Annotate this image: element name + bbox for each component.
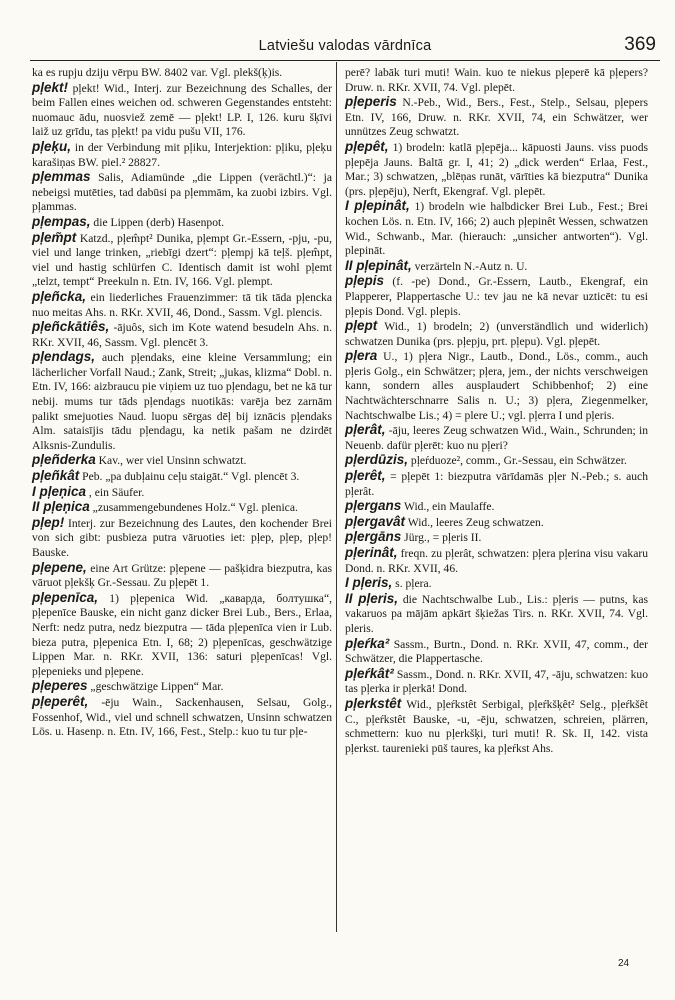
entry-text: „zusammengebundenes Holz.“ Vgl. plenica. [89,501,298,515]
headword: pļerêt, [345,468,386,484]
entry-text: 1) pļepenica Wid. „кавардa, болтушка“, pļepenīce Bauske, ein nicht ganz dicker Brei Lub., Bers., Erlaa, Nerft: nedz putra, nedz biezputra — tāda pļepenīca vien ir Lub. bieza putra, pļepenica Etn. I, 68; 2) pļepenīcas, geschwätzige Lippen Mar. n. RKr. XVII, 136: saturi pļepenīcas! Vgl. pļepenieks und pļepene. [32,591,332,678]
printer-signature: 24 [618,958,630,969]
dictionary-entry [32,591,332,680]
header-rule [30,60,660,61]
page-number: 369 [624,34,656,55]
dictionary-entry [345,453,648,469]
headword: II pļepinât, [345,257,412,273]
headword: pļergavât [345,513,406,529]
entry-text: Sassm., Dond. n. RKr. XVII, 47, -āju, schwatzen: kuo tas pļerka ir pļerkā! Dond. [345,667,648,696]
dictionary-entry [345,95,648,140]
headword: pļeñderka [32,452,96,468]
dictionary-entry [32,500,332,516]
headword: pļeñckātiês, [32,319,110,335]
headword: pļeŕkât² [345,665,394,681]
headword: II pļeris, [345,590,398,606]
dictionary-entry [345,274,648,319]
headword: pļergāns [345,529,402,545]
dictionary-entry [32,485,332,501]
entry-text: ka es rupju dziju vērpu BW. 8402 var. Vgl. plekš(ķ)is. [32,66,283,79]
headword: pļeperêt, [32,693,89,709]
headword: pļerinât, [345,545,398,560]
headword: pļepis [345,273,385,289]
entry-text: Sassm., Burtn., Dond. n. RKr. XVII, 47, comm., der Schwätzer, die Plappertasche. [345,637,648,666]
entry-text: (f. -pe) Dond., Gr.-Essern, Lautb., Ekengraf, ein Plapperer, Plappertasche U.: tev jau ne kā nevar uzticēt: tu esi pļepis Dond. Vgl. plepis. [345,275,648,318]
dictionary-entry [345,637,648,667]
dictionary-entry [32,453,332,469]
entry-text: = pļepēt 1: biezputra vārīdamās pļer N.-Peb.; s. auch pļerât. [345,470,648,498]
dictionary-entry [345,667,648,697]
entry-text: perē? labāk turi muti! Wain. kuo te niekus pļeperē kā pļepers? Druw. n. RKr. XVII, 74. Vgl. plepēt. [345,66,648,94]
dictionary-entry [32,170,332,215]
dictionary-entry [345,349,648,423]
headword: pļeñkât [32,468,80,484]
headword: pļera [345,348,378,364]
entry-text: pļekt! Wid., Interj. zur Bezeichnung des Schalles, der beim Fallen eines weichen od. schweren Gegenstandes entsteht: nuomauc ādu, nuosviež zemē — pļekt! LP. I, 126. kuru šķīvi laiž uz grīdu, tas pļekt! pa vidu pušu VII, 176. [32,81,332,139]
dictionary-entry [32,215,332,231]
entry-text: 1) brodeln: katlā pļepēja... kāpuosti Jauns. viss puods pļepēja Jauns. Baltā gr. I, 41; 2) „dick werden“ Erlaa, Fest., Mar.; 3) schwatzen, „blēņas runāt, vārīties kā biezputra“ Dunika (prs. pļepēju), Nerft, Ekengraf. Vgl. plepēt. [345,140,648,198]
headword: pļempas, [32,213,91,229]
dictionary-entry [32,679,332,695]
headword: pļergans [345,498,402,514]
entry-text: freqn. zu pļerât, schwatzen: pļera pļerina visu vakaru Dond. n. RKr. XVII, 46. [345,547,648,575]
dictionary-entry [32,290,332,320]
entry-text: -ājuôs, sich im Kote watend besudeln Ahs. n. RKr. XVII, 46, Sassm. Vgl. plencēt 3. [32,321,332,349]
dictionary-entry [345,140,648,199]
headword: pļem̃pt [32,229,77,245]
entry-text: Wid., pļeŕkstêt Serbigal, pļeŕkšķêt² Selg., pļeŕkšêt C., pļeŕkstêt Bauske, -u, -ēju, schwatzen, schreien, plärren, schmettern: kuo nu pļerkšķi, turi muti! R. Sk. II, 142. vista pļerkst. taurenieki pūš taures, ka pļeŕkst Ahs. [345,697,648,755]
headword: pļeperes [32,678,88,694]
entry-text: Wid., ein Maulaffe. [401,500,495,514]
dictionary-entry [345,469,648,499]
entry-text: -ēju Wain., Sackenhausen, Selsau, Golg., Fossenhof, Wid., viel und schnell schwatzen, Unsinn schwatzen Lös. u. Hasenp. n. Etn. IV, 166, Fest., Stelp.: kuo tu tur pļe- [32,695,332,739]
entry-text: die Lippen (derb) Hasenpot. [90,215,225,229]
dictionary-entry [32,350,332,453]
entry-text: 1) brodeln wie halbdicker Brei Lub., Fest.; Brei kochen Lös. n. Etn. IV, 166; 2) auch pļepinêt Wessen, schwatzen Wid., Schwanb., Mar. (hierauch: „unsicher antworten“). Vgl. plepināt. [345,200,648,258]
dictionary-entry [32,516,332,561]
entry-text: Wid., leeres Zeug schwatzen. [405,515,544,529]
dictionary-entry [345,592,648,637]
left-column [32,66,332,740]
dictionary-entry [345,259,648,275]
dictionary-entry [345,546,648,576]
headword: I pļeris, [345,575,393,591]
headword: pļep! [32,514,65,530]
entry-text: -āju, leeres Zeug schwatzen Wid., Wain., Schrunden; in Neuenb. dafür pļerēt: kuo nu pļeri? [345,424,648,452]
entry-text: Peb. „pa dubļainu ceļu staigāt.“ Vgl. plencēt 3. [79,470,300,484]
dictionary-entry [32,320,332,350]
dictionary-entry [345,499,648,515]
headword: pļeñcka, [32,288,87,304]
running-title: Latviešu valodas vārdnīca [258,38,432,54]
headword: pļerkstêt [345,695,402,711]
entry-text: Katzd., pļem̂pt² Dunika, pļempt Gr.-Essern, -pju, -pu, viel und langе trinken, „riebīgi dzert“: pļempj kā teļš. pļem̂pt, viel und hastig schlürfen C. Identisch damit ist wohl pļemt „telzt, tempt“ Preekuln n. Etn. IV, 166. Vgl. plempt. [32,231,332,289]
entry-text: Wid., 1) brodeln; 2) (unverständlich und widerlich) schwatzen Dunika (prs. pļepju, prt. pļepu). Vgl. pļepēt. [345,320,648,348]
entry-text: „geschwätzige Lippen“ Mar. [87,680,224,694]
entry-text: ein liederliches Frauenzimmer: tā tik tāda pļencka nuo meitas Ahs. n. RKr. XVII, 46, Dond., Sassm. Vgl. plencis. [32,290,332,319]
entry-text: U., 1) pļera Nigr., Lautb., Dond., Lös., comm., auch pļeris Golg., ein Schwätzer; pļera, jem., der nichts verschweigen kann, sondern alles ausplaudert Schibbenhof; 2) eine Nachtwächterschnarre Salis n. U.; 3) pļera, Ziegenmelker, Nachtschwalbe Lis.; 4) = plere U.; vgl. pļerra I und pļeris. [345,350,648,422]
headword: pļepenīca, [32,589,99,605]
headword: pļeperis [345,94,397,110]
headword: pļekt! [32,79,69,95]
column-divider [336,62,337,932]
dictionary-entry [345,576,648,592]
entry-text: Interj. zur Bezeichnung des Lautes, den kochender Brei von sich gibt: pusbieza putra vāruoties iet: pļep, pļep, pļep! Bauske. [32,516,332,559]
dictionary-entry [345,423,648,453]
headword: pļerdūzis, [345,452,409,468]
entry-text: s. pļera. [392,577,432,591]
entry-text: in der Verbindung mit pļiku, Interjektion: pļiku, pļeķu karašiņas BW. piel.² 28827. [32,140,332,169]
headword: pļeŕka² [345,635,390,651]
dictionary-entry [32,140,332,170]
entry-text: pļeŕduoze², comm., Gr.-Sessau, ein Schwätzer. [408,454,627,468]
entry-text: die Nachtschwalbe Lub., Lis.: pļeris — putns, kas vakaruos pa mājām apkārt šķiežas Tirs. n. RKr. XVII, 74. Vgl. pleris. [345,592,649,635]
headword: I pļepinât, [345,198,410,214]
headword: pļeķu, [32,138,72,154]
dictionary-entry [345,319,648,349]
page-header [30,32,660,60]
entry-text: N.-Peb., Wid., Bers., Fest., Stelp., Selsau, pļepers Etn. IV, 166, Druw. n. RKr. XVII, 74, ein Schwätzer, wer unnützes Zeug schwatzt. [345,96,648,139]
entry-text: auch pļendaks, eine kleine Versammlung; ein lächerlicher Vorfall Naud.; Zank, Streit; „jukas, klizma“ Dobl. n. Etn. IV, 166: aizbraucu pie viņiem uz tuo pļendagu, bet ne kā tur nebij. mums tur tāds pļendags nuotikās: varēja bez zarnām palikt smejuoties Naud. luopu sērgas dēļ bij iznācis pļendaks Alm. sataisījis tādu pļendagu, ka netik pašam ne dzirdēt Alksnis-Zundulis. [32,351,332,452]
dictionary-entry [345,530,648,546]
entry-text: verzärteln N.-Autz n. U. [411,259,528,273]
dictionary-entry [32,469,332,485]
entry-text: Jürg., = pļeris II. [401,531,482,545]
headword: pļepêt, [345,138,389,154]
headword: pļerât, [345,422,386,438]
dictionary-entry [32,81,332,140]
headword: pļept [345,318,378,334]
headword: I pļeņica [32,483,87,499]
dictionary-entry [345,66,648,95]
dictionary-entry [32,561,332,591]
entry-text: eine Art Grütze: pļepene — pašķidra biezputra, kas vāruot pļekšķ Gr.-Sessau. Zu pļepēt 1. [32,561,332,590]
entry-text: Kav., wer viel Unsinn schwatzt. [95,454,247,468]
entry-text: , ein Säufer. [86,485,145,499]
dictionary-entry [345,515,648,531]
headword: pļendags, [32,349,96,365]
headword: pļepene, [32,559,87,575]
dictionary-entry [345,697,648,756]
dictionary-entry [345,199,648,258]
headword: II pļeņica [32,499,90,515]
headword: pļemmas [32,169,91,185]
entry-text: Salis, Adiamünde „die Lippen (verächtl.)“: ja nebeigsi mutēties, tad dabūsi pa pļemmām, ka zuobi izbirs. Vgl. pļammas. [32,171,332,214]
dictionary-entry [32,695,332,740]
dictionary-entry [32,66,332,81]
dictionary-entry [32,231,332,290]
right-column [345,66,648,756]
